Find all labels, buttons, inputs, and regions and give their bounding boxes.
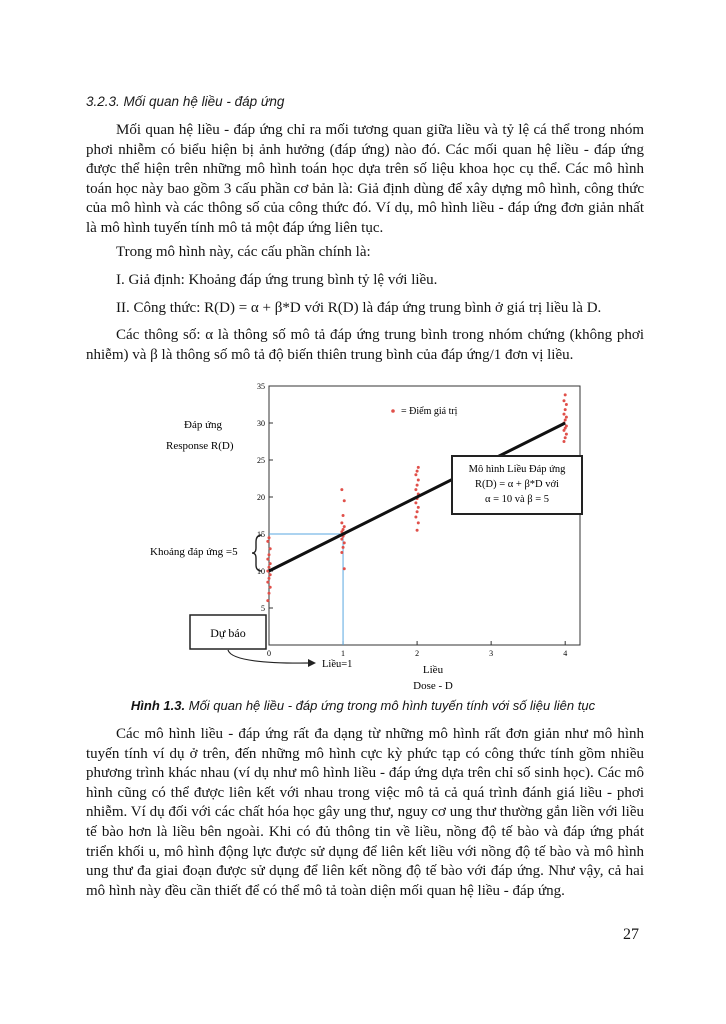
- data-point: [417, 466, 420, 469]
- data-point: [414, 501, 417, 504]
- data-point: [564, 408, 567, 411]
- dose-response-figure: [0, 372, 726, 697]
- x-tick-label: 0: [267, 649, 271, 658]
- x-tick-label: 3: [489, 649, 494, 658]
- data-point: [562, 413, 565, 416]
- data-point: [343, 525, 346, 528]
- model-box-params: α = 10 và β = 5: [484, 494, 550, 505]
- data-point: [343, 499, 346, 502]
- caption-number: Hình 1.3.: [130, 698, 186, 713]
- plot-frame: [269, 386, 580, 645]
- data-point: [564, 436, 567, 439]
- data-point: [562, 440, 565, 443]
- data-point: [340, 488, 343, 491]
- y-tick-label: 30: [257, 419, 265, 428]
- paragraph-intro: Mối quan hệ liều - đáp ứng chỉ ra mối tương quan giữa liều và tỷ lệ cá thể trong nhóm phơi nhiễm có biểu hiện bị ảnh hưởng (đáp ứng) nào đó. Các mối quan hệ liều - đáp ứng được thể hiện trên những mô hình toán học dựa trên số liệu khoa học cụ thể. Các mô hình toán học này bao gồm 3 cấu phần cơ bản là: Giả định dùng để xây dựng mô hình, công thức của mô hình và các thông số của công thức đó. Ví dụ, mô hình liều - đáp ứng đơn giản nhất là mô hình tuyến tính mô tả một đáp ứng liên tục.: [86, 122, 644, 236]
- legend-marker: [391, 409, 395, 413]
- data-point: [417, 521, 420, 524]
- response-range-label: Khoảng đáp ứng =5: [150, 546, 238, 558]
- data-point: [269, 562, 272, 565]
- data-point: [269, 573, 272, 576]
- paragraph-components: Trong mô hình này, các cấu phần chính là:: [116, 244, 371, 260]
- data-point: [343, 567, 346, 570]
- paragraph-assumption: I. Giả định: Khoảng đáp ứng trung bình tỷ lệ với liều.: [116, 272, 438, 288]
- data-point: [269, 586, 272, 589]
- y-tick-label: 25: [257, 456, 265, 465]
- data-point: [268, 536, 271, 539]
- data-point: [340, 521, 343, 524]
- ylabel-en: Response R(D): [166, 440, 234, 452]
- x-tick-label: 4: [563, 649, 568, 658]
- xlabel-vi: Liều: [422, 664, 444, 676]
- data-point: [342, 528, 345, 531]
- arrow-head-icon: [308, 659, 316, 667]
- legend-label: = Điểm giá trị: [401, 406, 458, 417]
- paragraph-formula: II. Công thức: R(D) = α + β*D với R(D) là đáp ứng trung bình ở giá trị liều là D.: [116, 300, 602, 316]
- y-tick-label: 35: [257, 382, 265, 391]
- model-box-title: Mô hình Liều Đáp ứng: [468, 464, 566, 475]
- data-point: [416, 470, 419, 473]
- y-tick-label: 20: [257, 493, 265, 502]
- paragraph-models: Các mô hình liều - đáp ứng rất đa dạng từ những mô hình rất đơn giản như mô hình tuyến tính ví dụ ở trên, đến những mô hình cực kỳ phức tạp có công thức tính gồm nhiều phương trình khác nhau (ví dụ như mô hình liều - đáp ứng dựa trên chỉ số sinh học). Các mô hình cũng có thể được liên kết với nhau trong việc mô tả cả quá trình đánh giá liều - phơi nhiễm. Ví dụ đối với các chất hóa học gây ung thư, nguy cơ ung thư thường gắn liền với liều tế bào hơn là liều bên ngoài. Khi có đủ thông tin về liều, nồng độ tế bào và đáp ứng phát triển khối u, mô hình động lực được sử dụng để liên kết liều với nồng độ tế bào và mô hình ung thư đa giai đoạn được sử dụng để liên kết nồng độ tế bào với đáp ứng. Như vậy, cả hai mô hình này đều cần thiết để có thể mô tả toàn diện mối quan hệ liều - đáp ứng.: [86, 726, 644, 899]
- data-point: [340, 538, 343, 541]
- data-point: [340, 551, 343, 554]
- data-point: [565, 416, 568, 419]
- forecast-label: Dự báo: [210, 626, 246, 640]
- section-title: 3.2.3. Mối quan hệ liều - đáp ứng: [86, 94, 285, 109]
- data-point: [268, 577, 271, 580]
- data-point: [417, 506, 420, 509]
- paragraph-parameters: Các thông số: α là thông số mô tả đáp ứng trung bình trong nhóm chứng (không phơi nhiễm) và β là thông số mô tả độ biến thiên trung bình của đáp ứng/1 đơn vị liều.: [86, 327, 644, 363]
- brace-icon: [252, 535, 262, 571]
- data-point: [416, 484, 419, 487]
- data-point: [562, 399, 565, 402]
- caption-text: Mối quan hệ liều - đáp ứng trong mô hình tuyến tính với số liệu liên tục: [188, 698, 596, 713]
- data-point: [414, 488, 417, 491]
- data-point: [268, 553, 271, 556]
- page-number: 27: [623, 926, 639, 943]
- data-point: [266, 581, 269, 584]
- data-point: [266, 540, 269, 543]
- data-point: [268, 592, 271, 595]
- x-tick-label: 2: [415, 649, 420, 658]
- y-tick-label: 10: [257, 567, 265, 576]
- data-point: [565, 424, 568, 427]
- data-point: [564, 419, 567, 422]
- data-point: [565, 403, 568, 406]
- data-point: [266, 599, 269, 602]
- data-point: [343, 541, 346, 544]
- model-box-formula: R(D) = α + β*D với: [475, 479, 559, 490]
- axis-ticks: [257, 382, 567, 658]
- data-point: [414, 515, 417, 518]
- data-point: [565, 433, 568, 436]
- data-point: [342, 546, 345, 549]
- y-tick-label: 15: [257, 530, 265, 539]
- data-point: [416, 510, 419, 513]
- data-point: [342, 514, 345, 517]
- data-point: [266, 558, 269, 561]
- data-point: [269, 547, 272, 550]
- xlabel-en: Dose - D: [413, 680, 453, 692]
- ylabel-vi: Đáp ứng: [184, 419, 223, 431]
- x-tick-label: 1: [341, 649, 346, 658]
- dose1-label: Liều=1: [322, 659, 353, 670]
- data-point: [414, 473, 417, 476]
- data-point: [416, 529, 419, 532]
- y-tick-label: 5: [261, 604, 265, 613]
- data-point: [268, 566, 271, 569]
- data-point: [564, 393, 567, 396]
- figure-caption: [0, 698, 726, 713]
- data-point: [417, 478, 420, 481]
